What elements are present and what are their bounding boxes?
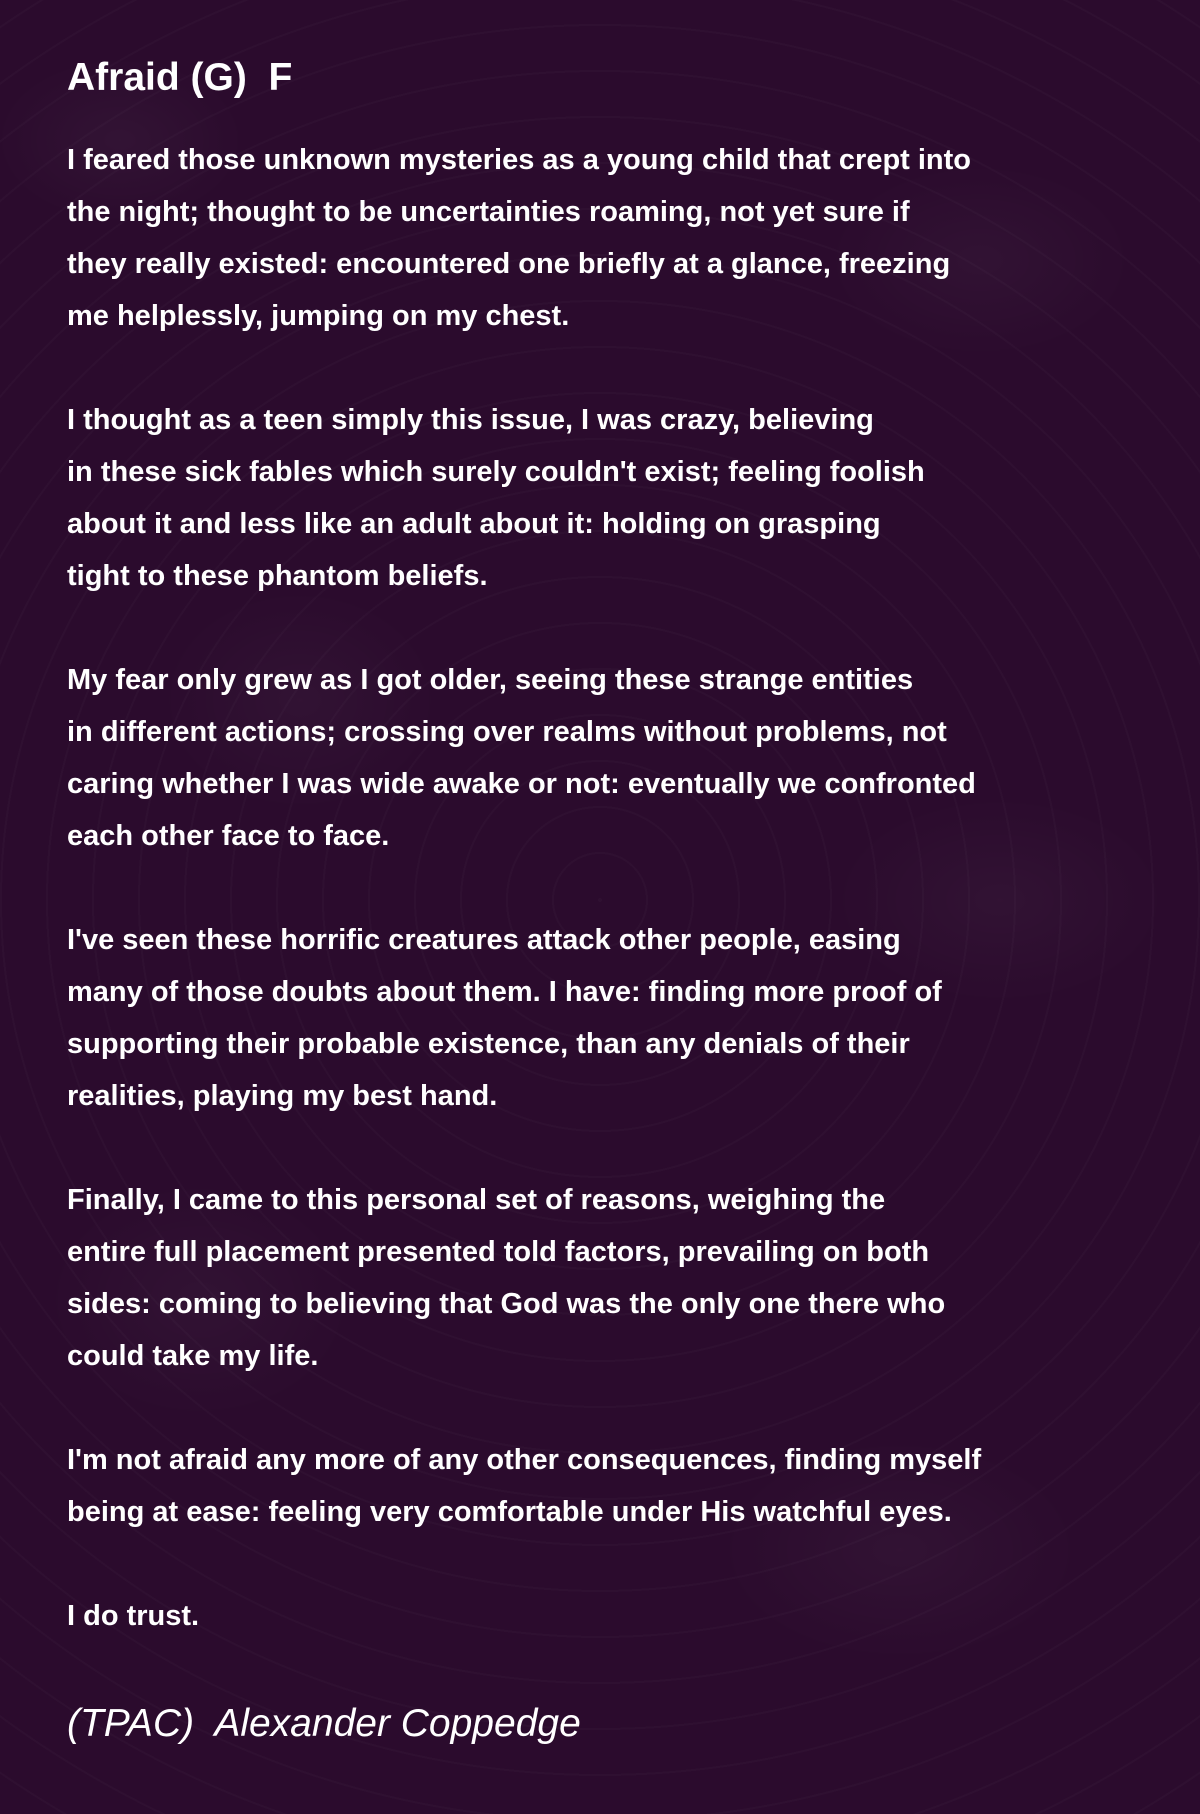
poem-line: supporting their probable existence, than any denials of their [67,1028,910,1060]
poem-line: I've seen these horrific creatures attack other people, easing [67,924,901,956]
stanza-3 [67,654,1147,862]
poem-line: in these sick fables which surely couldn't exist; feeling foolish [67,456,925,488]
poem-line: Finally, I came to this personal set of reasons, weighing the [67,1184,886,1216]
poem-line: sides: coming to believing that God was the only one there who [67,1288,946,1320]
stanza-6 [67,1434,1147,1538]
poem-line: My fear only grew as I got older, seeing these strange entities [67,664,914,696]
poem-line: I do trust. [67,1600,200,1632]
poem-line: many of those doubts about them. I have: finding more proof of [67,976,942,1008]
poem-line: they really existed: encountered one briefly at a glance, freezing [67,248,951,280]
poem-line: entire full placement presented told factors, prevailing on both [67,1236,930,1268]
stanza-2 [67,394,1147,602]
poem-line: tight to these phantom beliefs. [67,560,488,592]
poem-line: realities, playing my best hand. [67,1080,498,1112]
poem-line: in different actions; crossing over realms without problems, not [67,716,947,748]
poem-content [67,48,1147,1754]
poem-line: being at ease: feeling very comfortable under His watchful eyes. [67,1496,952,1528]
poem-line: the night; thought to be uncertainties roaming, not yet sure if [67,196,910,228]
poem-line: each other face to face. [67,820,390,852]
poem-line: I thought as a teen simply this issue, I was crazy, believing [67,404,874,436]
stanza-5 [67,1174,1147,1382]
stanza-7 [67,1590,1147,1642]
poem-line: about it and less like an adult about it: holding on grasping [67,508,881,540]
poem-line: I feared those unknown mysteries as a young child that crept into [67,144,972,176]
poem-title: Afraid (G) F [67,56,293,99]
poem-line: me helplessly, jumping on my chest. [67,300,570,332]
poem-line: could take my life. [67,1340,319,1372]
poem-body [67,134,1147,1642]
stanza-1 [67,134,1147,342]
poem-author: (TPAC) Alexander Coppedge [67,1702,581,1745]
stanza-4 [67,914,1147,1122]
poem-line: I'm not afraid any more of any other consequences, finding myself [67,1444,982,1476]
poem-line: caring whether I was wide awake or not: eventually we confronted [67,768,976,800]
